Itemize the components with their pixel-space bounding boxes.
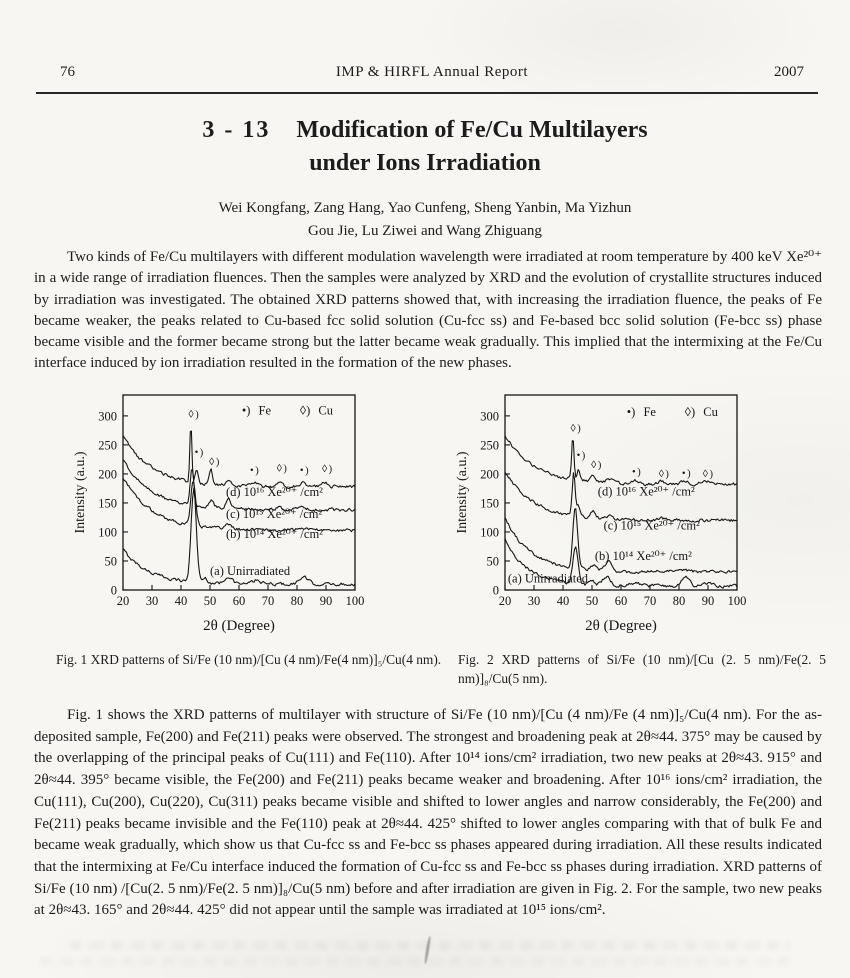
y-tick-label: 300 [98,409,117,424]
page-header [36,64,818,94]
figure-1 [70,390,405,640]
x-tick-label: 30 [145,594,159,608]
peak-marker-cu: ◊) [321,464,334,476]
y-tick-label: 0 [110,583,117,598]
curve-label-a: (a) Unirradiated [507,571,589,586]
x-tick-label: 80 [672,594,686,608]
curve-label-c: (c) 10¹⁵ Xe²⁰⁺ /cm² [603,518,700,533]
title-line-2: under Ions Irradiation [309,150,541,176]
x-tick-label: 50 [203,594,217,608]
figure-2 [452,390,787,640]
x-tick-label: 60 [614,594,628,608]
curves-group [505,435,737,588]
xrd-chart-fig1 [70,390,405,640]
authors-line-1: Wei Kongfang, Zang Hang, Yao Cunfeng, Sheng Yanbin, Ma Yizhun [218,200,632,216]
x-tick-label: 20 [498,594,512,608]
y-tick-label: 0 [492,583,499,598]
x-tick-label: 100 [345,594,365,608]
y-tick-label: 250 [480,438,499,453]
article-title [0,114,850,180]
x-tick-label: 40 [556,594,570,608]
x-tick-label: 30 [527,594,541,608]
section-number: 3 - 13 [202,117,271,143]
legend-item-cu: ◊) Cu [684,404,718,419]
x-tick-label: 60 [232,594,246,608]
y-tick-label: 100 [480,525,499,540]
x-tick-label: 70 [643,594,657,608]
xrd-chart-fig2 [452,390,787,640]
x-axis-label: 2θ (Degree) [203,618,275,634]
legend-item-fe: •) Fe [241,403,272,418]
x-tick-label: 40 [174,594,188,608]
x-axis-label: 2θ (Degree) [585,618,657,634]
peak-marker-cu: ◊) [276,463,289,475]
curve-label-c: (c) 10¹⁵ Xe²⁰⁺ /cm² [225,507,323,522]
y-tick-label: 150 [480,496,499,511]
x-tick-label: 90 [701,594,715,608]
legend-item-cu: ◊) Cu [299,403,333,418]
title-line-1 [0,114,850,147]
curve-label-b: (b) 10¹⁴ Xe²⁰⁺ /cm² [594,548,692,563]
title-text-1: Modification of Fe/Cu Multilayers [296,117,648,143]
y-tick-label: 50 [486,554,499,569]
peak-marker-cu: ◊) [658,468,671,480]
legend-item-fe: •) Fe [626,404,656,419]
y-tick-label: 300 [480,409,499,424]
peak-marker-fe: •) [576,450,587,462]
abstract-paragraph: Two kinds of Fe/Cu multilayers with different modulation wavelength were irradiated at room temperature by 400 keV Xe²⁰⁺ in a wide range of irradiation fluences. Then the samples were analyzed by XRD and the evolution of crystallite structures induced by irradiation was investigated. The obtained XRD patterns showed that, with increasing the irradiation fluence, the peaks of Fe became weaker, the peaks related to Cu-based fcc solid solution (Cu-fcc ss) and Fe-based bcc solid solution (Fe-bcc ss) phase became visible and the former became strong but the latter became weak gradually. This implied that the intermixing at the Fe/Cu interface induced by ion irradiation resulted in the formation of the new phases. [34,249,822,372]
x-tick-label: 90 [319,594,333,608]
peak-marker-cu: ◊) [702,468,715,480]
journal-title: IMP & HIRFL Annual Report [335,64,529,80]
xrd-curve-d [123,431,355,488]
peak-marker-cu: ◊) [570,423,583,435]
y-axis-label: Intensity (a.u.) [455,451,470,534]
peak-marker-cu: ◊) [188,409,201,421]
curve-label-a: (a) Unirradiated [210,563,291,578]
figure-1-caption: Fig. 1 XRD patterns of Si/Fe (10 nm)/[Cu (4 nm)/Fe(4 nm)]₅/Cu(4 nm). [56,652,442,667]
curve-label-d: (d) 10¹⁶ Xe²⁰⁺ /cm² [597,484,695,499]
author-list [0,197,850,243]
page-number: 76 [60,64,75,80]
x-tick-label: 80 [290,594,304,608]
y-tick-label: 50 [104,554,117,569]
body-paragraph: Fig. 1 shows the XRD patterns of multilayer with structure of Si/Fe (10 nm)/[Cu (4 nm)/Fe (4 nm)]₅/Cu(4 nm). For the as-deposited sample, Fe(200) and Fe(211) peaks were observed. The strongest and broadening peak at 2θ≈44. 375° may be caused by the overlapping of the principal peaks of Cu(111) and Fe(110). After 10¹⁴ ions/cm² irradiation, two new peaks at 2θ≈43. 915° and 2θ≈44. 395° became visible, the Fe(200) and Fe(211) peaks became weaker and broadening. After 10¹⁶ ions/cm² irradiation, the Cu(111), Cu(200), Cu(220), Cu(311) peaks became visible and shifted to lower angles and narrow considerably, the Fe(200) and Fe(211) peaks became invisible and the Fe(110) peak at 2θ≈44. 425° shifted to lower angles comparing with that of bulk Fe and became weak gradually, which show us that Cu-fcc ss and Fe-bcc ss phases appeared during irradiation. All these results indicated that the intermixing at Fe/Cu interface induced the formation of Cu-fcc ss and Fe-bcc ss phases during irradiation. XRD patterns of Si/Fe (10 nm) /[Cu(2. 5 nm)/Fe(2. 5 nm)]₈/Cu(5 nm) before and after irradiation are given in Fig. 2. For the sample, two new peaks at 2θ≈43. 165° and 2θ≈44. 425° did not appear until the sample was irradiated at 10¹⁵ ions/cm². [34,707,822,919]
page-bleed-artifact [40,957,790,966]
peak-marker-fe: •) [299,465,311,477]
peak-marker-fe: •) [681,468,693,480]
x-tick-label: 50 [585,594,599,608]
y-tick-label: 250 [98,438,117,453]
page-bleed-artifact [70,941,790,950]
y-axis-label: Intensity (a.u.) [73,451,88,534]
x-tick-label: 20 [116,594,130,608]
curve-label-d: (d) 10¹⁶ Xe²⁰⁺ /cm² [225,484,323,499]
peak-marker-fe: •) [194,447,205,459]
peak-marker-fe: •) [250,465,261,477]
figure-2-caption: Fig. 2 XRD patterns of Si/Fe (10 nm)/[Cu (2. 5 nm)/Fe(2. 5 nm)]₈/Cu(5 nm). [458,652,826,686]
scan-smudge-artifact [424,936,431,964]
y-tick-label: 100 [98,525,117,540]
peak-marker-cu: ◊) [591,460,603,472]
y-tick-label: 150 [98,496,117,511]
x-tick-label: 70 [261,594,275,608]
peak-marker-fe: •) [632,467,643,479]
curve-label-b: (b) 10¹⁴ Xe²⁰⁺ /cm² [225,526,323,541]
peak-marker-cu: ◊) [209,457,221,469]
x-tick-label: 100 [727,594,747,608]
report-year: 2007 [774,64,804,80]
y-tick-label: 200 [480,467,499,482]
authors-line-2: Gou Jie, Lu Ziwei and Wang Zhiguang [308,223,542,239]
y-tick-label: 200 [98,467,117,482]
